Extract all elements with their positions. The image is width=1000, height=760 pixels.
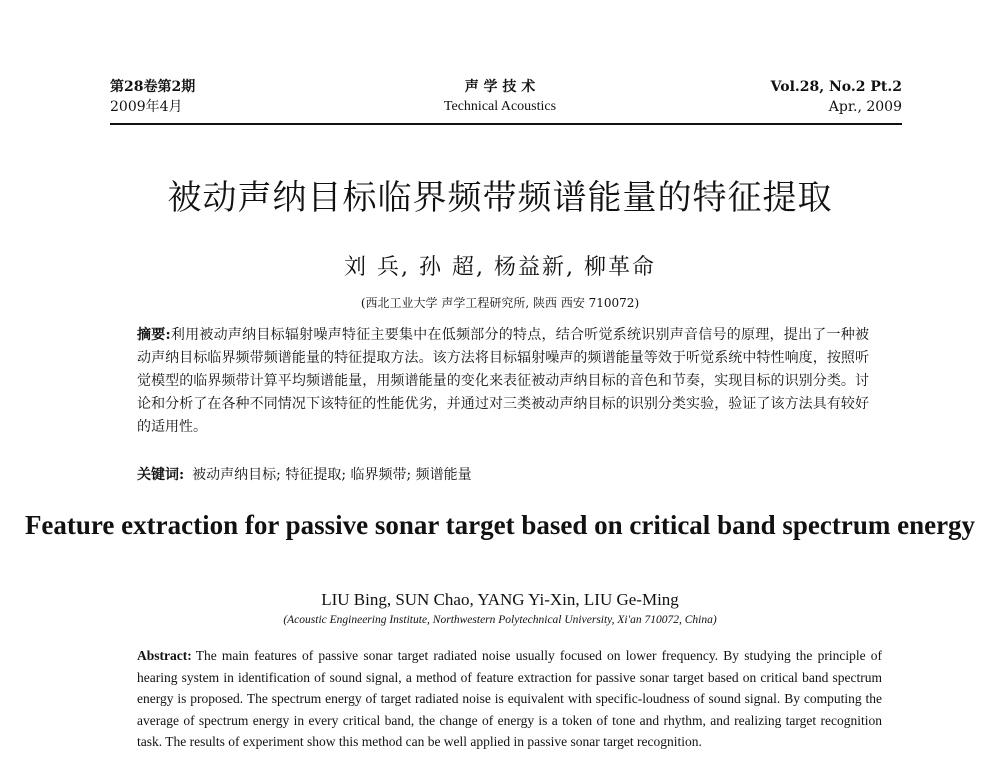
volume-issue-cn: 第28卷第2期: [110, 79, 196, 95]
abstract-label-en: Abstract:: [137, 648, 192, 663]
authors-en: LIU Bing, SUN Chao, YANG Yi-Xin, LIU Ge-Ming: [321, 590, 679, 609]
publication-date-cn: 2009年4月: [110, 99, 183, 115]
authors-cn: 刘 兵, 孙 超, 杨益新, 柳革命: [344, 255, 656, 280]
abstract-label-cn: 摘要:: [137, 327, 171, 343]
affiliation-cn: (西北工业大学 声学工程研究所, 陕西 西安 710072): [360, 296, 640, 310]
keywords-cn: [137, 464, 869, 486]
abstract-text-en: The main features of passive sonar target radiated noise usually focused on lower frequency. By studying the principle of hearing system in identification of sound signal, a method of feature extraction for passive sonar target based on critical band spectrum energy is proposed. The spectrum energy of target radiated noise is equivalent with specific-loudness of sound signal. By computing the average of spectrum energy in every critical band, the change of energy is a token of tone and rhythm, and realizing target recognition task. The results of experiment show this method can be well applied in passive sonar target recognition.: [137, 648, 882, 749]
journal-name-cn: 声 学 技 术: [464, 79, 536, 95]
affiliation-en: (Acoustic Engineering Institute, Northwestern Polytechnical University, Xi'an 710072, China): [283, 614, 717, 626]
header-right: [771, 77, 902, 117]
header-rule: [110, 123, 902, 125]
publication-date-en: Apr., 2009: [828, 99, 902, 115]
abstract-text-cn: 利用被动声纳目标辐射噪声特征主要集中在低频部分的特点，结合听觉系统识别声音信号的原理，提出了一种被动声纳目标临界频带频谱能量的特征提取方法。该方法将目标辐射噪声的频谱能量等效于听觉系统中特性响度，按照听觉模型的临界频带计算平均频谱能量，用频谱能量的变化来表征被动声纳目标的音色和节奏，实现目标的识别分类。讨论和分析了在各种不同情况下该特征的性能优劣，并通过对三类被动声纳目标的识别分类实验，验证了该方法具有较好的适用性。: [137, 327, 869, 435]
paper-title-cn: 被动声纳目标临界频带频谱能量的特征提取: [167, 178, 833, 218]
abstract-en: [137, 645, 882, 753]
keywords-text-cn: 被动声纳目标; 特征提取; 临界频带; 频谱能量: [192, 467, 472, 483]
paper-title-en: Feature extraction for passive sonar target based on critical band spectrum energy: [24, 510, 976, 540]
journal-name-en: Technical Acoustics: [443, 99, 557, 114]
keywords-label-cn: 关键词:: [137, 467, 185, 483]
volume-issue-en: Vol.28, No.2 Pt.2: [770, 79, 902, 95]
abstract-cn: [137, 324, 869, 439]
